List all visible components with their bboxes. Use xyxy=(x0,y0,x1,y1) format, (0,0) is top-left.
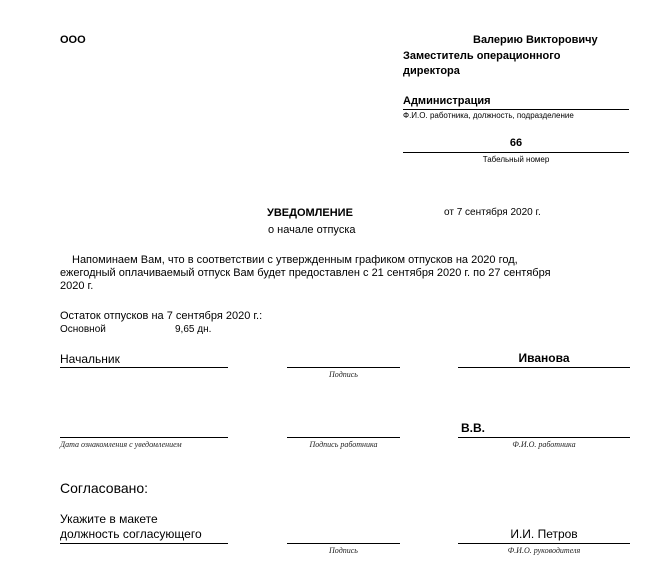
body-line-2: ежегодный оплачиваемый отпуск Вам будет предоставлен с 21 сентября 2020 г. по 27 сентября xyxy=(60,267,551,279)
notice-subtitle: о начале отпуска xyxy=(268,224,356,236)
date-line xyxy=(60,437,228,438)
employee-sign-line xyxy=(287,437,400,438)
recipient-department: Администрация xyxy=(403,95,491,107)
approver-name-caption: Ф.И.О. руководителя xyxy=(507,546,581,555)
boss-sign-caption: Подпись xyxy=(329,370,358,379)
employee-sign-caption: Подпись работника xyxy=(309,440,378,449)
recipient-position-line1: Заместитель операционного xyxy=(403,50,561,62)
date-caption: Дата ознакомления с уведомлением xyxy=(60,440,182,449)
employee-fio-caption: Ф.И.О. работника xyxy=(512,440,576,449)
approver-position-line2: должность согласующего xyxy=(60,527,202,541)
boss-name: Иванова xyxy=(518,351,570,365)
approver-position-underline xyxy=(60,543,228,544)
balance-type: Основной xyxy=(60,324,106,335)
organization-name: ООО xyxy=(60,34,86,46)
recipient-name: Валерию Викторовичу xyxy=(473,34,598,46)
tab-number: 66 xyxy=(509,137,523,149)
recipient-position-line2: директора xyxy=(403,65,460,77)
tab-number-underline xyxy=(403,152,629,153)
approver-position-line1: Укажите в макете xyxy=(60,512,158,526)
employee-initials: В.В. xyxy=(461,421,485,435)
approver-sign-caption: Подпись xyxy=(329,546,358,555)
boss-title-underline xyxy=(60,367,228,368)
notice-title: УВЕДОМЛЕНИЕ xyxy=(267,207,353,219)
boss-name-underline xyxy=(458,367,630,368)
boss-title: Начальник xyxy=(60,352,120,366)
body-line-1: Напоминаем Вам, что в соответствии с утвержденным графиком отпусков на 2020 год, xyxy=(72,254,518,266)
notice-date: от 7 сентября 2020 г. xyxy=(444,207,541,218)
balance-heading: Остаток отпусков на 7 сентября 2020 г.: xyxy=(60,310,263,322)
boss-sign-line xyxy=(287,367,400,368)
department-underline xyxy=(403,109,629,110)
tab-number-caption: Табельный номер xyxy=(482,155,550,164)
balance-days: 9,65 дн. xyxy=(175,324,212,335)
approver-name-underline xyxy=(458,543,630,544)
approval-heading: Согласовано: xyxy=(60,480,149,496)
fio-caption: Ф.И.О. работника, должность, подразделение xyxy=(403,111,574,120)
body-line-3: 2020 г. xyxy=(60,280,94,292)
approver-sign-line xyxy=(287,543,400,544)
approver-name: И.И. Петров xyxy=(510,527,578,541)
employee-fio-line xyxy=(458,437,630,438)
